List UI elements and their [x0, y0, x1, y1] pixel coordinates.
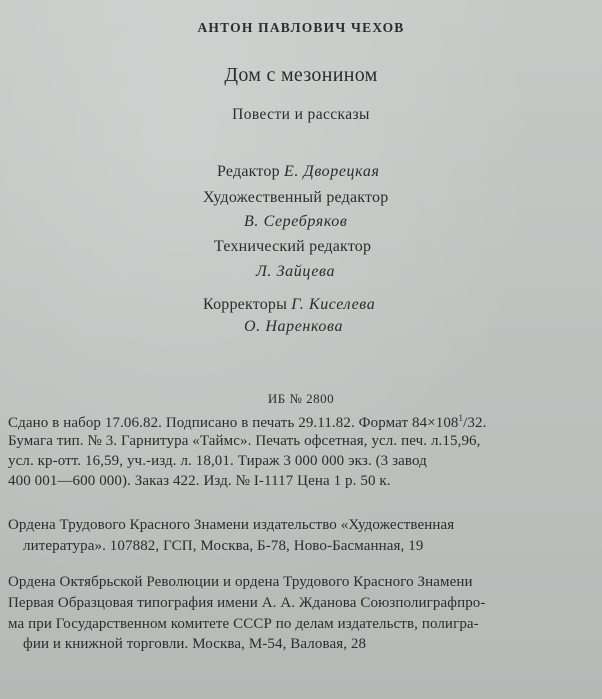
- imprint-line-4: 400 001—600 000). Заказ 422. Изд. № I-1117 Цена 1 р. 50 к.: [8, 473, 391, 489]
- printer-line-2: Первая Образцовая типография имени А. А. Жданова Союзполиграфпро-: [8, 595, 486, 611]
- imprint-line-1: [8, 413, 486, 432]
- imprint-format-suffix: /32.: [463, 415, 487, 431]
- imprint-format-sup: 1: [458, 413, 464, 423]
- editor-name: Е. Дворецкая: [283, 163, 380, 180]
- imprint-line-1-text: Сдано в набор 17.06.82. Подписано в печать 29.11.82. Формат 84×108: [8, 415, 459, 431]
- correctors-role: Корректоры: [203, 296, 288, 313]
- author-name: АНТОН ПАВЛОВИЧ ЧЕХОВ: [197, 20, 405, 35]
- publisher-line-2: литература». 107882, ГСП, Москва, Б-78, Ново-Басманная, 19: [23, 538, 424, 554]
- art-editor-role: Художественный редактор: [203, 189, 389, 206]
- printer-line-3: ма при Государственном комитете СССР по делам издательств, полигра-: [8, 616, 479, 632]
- editor-credit: [217, 163, 379, 181]
- correctors-credit: [203, 296, 375, 314]
- corrector-2: О. Наренкова: [244, 318, 344, 335]
- printer-line-4: фии и книжной торговли. Москва, М-54, Валовая, 28: [23, 636, 367, 652]
- tech-editor-role: Технический редактор: [214, 238, 372, 255]
- book-title: Дом с мезонином: [224, 64, 378, 86]
- book-subtitle: Повести и рассказы: [232, 106, 370, 123]
- publisher-line-1: Ордена Трудового Красного Знамени издательство «Художественная: [8, 517, 455, 533]
- printer-line-1: Ордена Октябрьской Революции и ордена Трудового Красного Знамени: [8, 574, 473, 590]
- imprint-line-2: Бумага тип. № 3. Гарнитура «Таймс». Печать офсетная, усл. печ. л.15,96,: [8, 433, 481, 449]
- editor-role: Редактор: [217, 163, 280, 180]
- ib-number: ИБ № 2800: [267, 391, 335, 406]
- art-editor-name: В. Серебряков: [244, 213, 348, 230]
- imprint-line-3: усл. кр-отт. 16,59, уч.-изд. л. 18,01. Тираж 3 000 000 экз. (3 завод: [8, 453, 427, 469]
- tech-editor-name: Л. Зайцева: [256, 263, 336, 280]
- corrector-1: Г. Киселева: [291, 296, 376, 313]
